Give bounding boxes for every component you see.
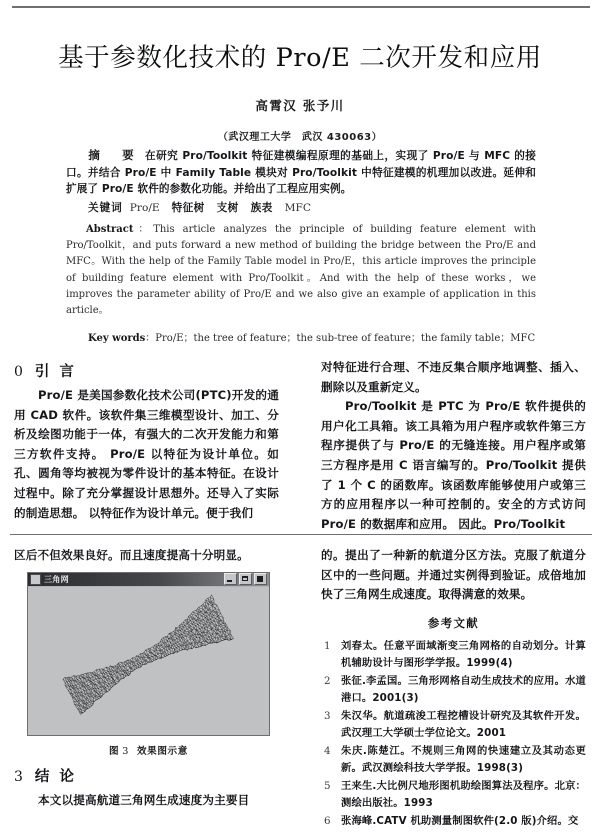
paragraph-continued: 对特征进行合理、不违反集合顺序地调整、插入、删除以及重新定义。: [321, 360, 586, 394]
screenshot-window: [27, 572, 270, 736]
page-divider: [10, 534, 592, 535]
keywords-cn: [66, 200, 536, 215]
close-button[interactable]: [254, 573, 267, 585]
figure-caption: [27, 743, 270, 757]
keywords-cn-label: 关键词: [88, 201, 123, 214]
paragraph-lead-page2: 区后不但效果良好。而且速度提高十分明显。: [14, 548, 249, 562]
paragraph-toolkit: Pro/Toolkit 是 PTC 为 Pro/E 软件提供的用户化工具箱。该工具箱为用户程序或软件第三方程序提供了与 Pro/E 的无缝连接。用户程序或第三方程序是用 C 语言编写的。Pro/Toolkit 提供了 1 个 C 的函数库。该函数库能够使用户或第三方的应用程序以一种可控制的。安全的方式访问 Pro/E 的数据库和应用。 因此。Pro/Toolkit: [321, 399, 586, 531]
reference-item: [321, 813, 586, 830]
affiliation: （武汉理工大学 武汉 430063）: [217, 132, 383, 143]
minimize-button[interactable]: [224, 573, 237, 585]
tin-mesh-canvas: [28, 586, 269, 735]
paragraph-intro: Pro/E 是美国参数化技术公司(PTC)开发的通用 CAD 软件。该软件集三维模型设计、加工、分析及绘图功能于一体，有强大的二次开发能力和第三方软件支持。 Pro/E 以特征为设计单位。如孔、圆角等均被视为零件设计的基本特征。在设计过程中。除了充分掌握设计思想外。还导入了实际的制造思想。 以特征作为设计单元。便于我们: [14, 388, 279, 520]
reference-number: 4: [324, 744, 331, 757]
abstract-block: [66, 147, 536, 344]
section-title-a: 引: [34, 364, 51, 380]
section-heading-0: [14, 360, 279, 381]
window-title-text: 三角网: [44, 574, 69, 584]
keyword-cn-2: 支树: [216, 201, 239, 214]
section-title-3a: 结: [34, 768, 51, 785]
figure-number: 3: [122, 745, 129, 757]
window-title-bar[interactable]: [28, 573, 269, 586]
keywords-en-label: Key words: [88, 332, 146, 344]
keyword-cn-0: Pro/E: [129, 201, 160, 214]
reference-text: 朱汉华。航道疏浚工程挖槽设计研究及其软件开发。武汉理工大学硕士学位论文。2001: [341, 709, 586, 739]
figure-caption-label: 图: [109, 745, 120, 757]
column-left-page2: [14, 546, 279, 810]
reference-item: [321, 708, 586, 742]
paragraph-conclusion-right: 的。提出了一种新的航道分区方法。克服了航道分区中的一些问题。并通过实例得到验证。成倍地加快了三角网生成速度。取得满意的效果。: [321, 548, 586, 602]
author-list: 高霄汉 张予川: [255, 98, 345, 113]
app-icon: [30, 574, 41, 585]
references-list: [321, 638, 586, 830]
reference-text: 朱庆.陈楚江。不规则三角网的快速建立及其动态更新。武汉测绘科技大学学报。1998(3): [341, 744, 586, 774]
window-controls: [224, 573, 267, 585]
column-right-page2: [321, 546, 586, 831]
column-left-page1: [14, 360, 279, 523]
section-number-3: 3: [14, 768, 24, 785]
reference-item: [321, 638, 586, 672]
abstract-en-text: ：This article analyzes the principle of building feature element with Pro/Toolkit，and puts forward a new method of building the bridge between the Pro/E and MFC。With the help of the Family Table model in Pro/E，this article improves the principle of building feature element with Pro/Toolkit。And with the help of these works，we improves the parameter ability of Pro/E and we also give an example of application in this article。: [66, 223, 536, 317]
figure-3: [27, 572, 270, 757]
figure-caption-text: 效果图示意: [136, 745, 188, 757]
reference-number: 1: [324, 639, 331, 652]
keyword-cn-4: MFC: [284, 201, 311, 214]
abstract-cn-text: 在研究 Pro/Toolkit 特征建模编程原理的基础上，实现了 Pro/E 与 MFC 的接口。并结合 Pro/E 中 Family Table 模块对 Pro/Toolkit 中特征建模的机理加以改进。延伸和扩展了 Pro/E 软件的参数化功能。并给出了工程应用实例。: [66, 150, 537, 196]
keyword-cn-3: 族表: [250, 201, 273, 214]
abstract-cn: [66, 147, 536, 198]
reference-item: [321, 743, 586, 777]
reference-number: 2: [324, 674, 331, 687]
keywords-en-text: ：Pro/E；the tree of feature；the sub-tree of feature；the family table；MFC: [145, 332, 536, 344]
column-right-page1: [321, 358, 586, 534]
reference-text: 王来生.大比例尺地形图机助绘图算法及程序。北京：测绘出版社。1993: [341, 779, 586, 809]
abstract-en-label: Abstract: [86, 223, 134, 235]
triangulated-mesh: [28, 587, 269, 735]
section-title-b: 言: [59, 364, 75, 380]
reference-number: 6: [324, 814, 331, 827]
reference-item: [321, 778, 586, 812]
section-number: 0: [14, 364, 24, 380]
paragraph-conclusion-left: 本文以提高航道三角网生成速度为主要目: [38, 792, 250, 807]
reference-text: 张征.李孟国。三角形网格自动生成技术的应用。水道港口。2001(3): [341, 674, 586, 704]
page-title: 基于参数化技术的 Pro/E 二次开发和应用: [58, 43, 542, 73]
keywords-en: [66, 329, 536, 344]
references-heading: 参考文献: [427, 615, 480, 630]
top-rule: [12, 6, 590, 8]
abstract-en: [66, 222, 536, 320]
reference-number: 3: [324, 709, 331, 722]
reference-item: [321, 673, 586, 707]
abstract-cn-label: 摘 要: [88, 148, 140, 162]
section-heading-3: [14, 765, 279, 786]
reference-number: 5: [324, 779, 331, 792]
maximize-button[interactable]: [239, 573, 252, 585]
section-title-3b: 论: [59, 768, 75, 785]
keyword-cn-1: 特征树: [171, 201, 205, 214]
reference-text: 张海峰.CATV 机助测量制图软件(2.0 版)介绍。交: [341, 814, 579, 827]
reference-text: 刘春太。任意平面域渐变三角网格的自动划分。计算机辅助设计与图形学学报。1999(4): [341, 639, 586, 669]
